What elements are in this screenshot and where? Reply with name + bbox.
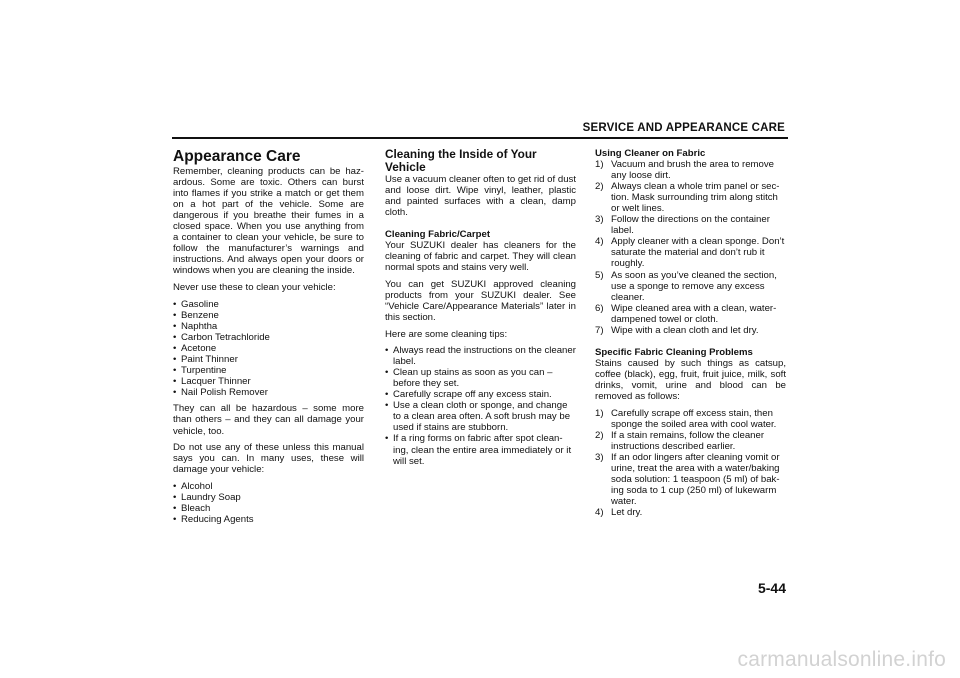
heading-appearance-care: Appearance Care	[173, 148, 301, 165]
list-item: 3) Follow the directions on the container label.	[595, 214, 770, 237]
list-cleaning-tips	[385, 345, 576, 467]
paragraph-hazard: They can all be hazardous – some more than others – and they can all damage your vehicle, too.	[173, 403, 364, 437]
paragraph-intro: Remember, cleaning products can be haz-ardous. Some are toxic. Others can burst into flames if you strike a match or get them on a hot part of the vehicle. Some are dangerous if you breathe their fumes in a closed space. When you use anything from a container to clean your vehicle, be sure to follow the manufacturer’s warnings and instructions. And always open your doors or windows when you are cleaning the inside.	[173, 166, 364, 277]
list-item: • Use a clean cloth or sponge, and change to a clean area often. A soft brush may be used if stains are stubborn.	[385, 400, 576, 433]
list-item: • Clean up stains as soon as you can – before they set.	[385, 367, 576, 389]
column-cleaning-inside	[385, 148, 576, 472]
list-item: • Laundry Soap	[173, 492, 364, 503]
list-item: • Benzene	[173, 310, 364, 321]
list-item: 2) If a stain remains, follow the cleaner instructions described earlier.	[595, 429, 765, 452]
subheading-fabric-carpet: Cleaning Fabric/Carpet	[385, 229, 491, 241]
list-never-use	[173, 299, 364, 398]
list-item: • Naphtha	[173, 321, 364, 332]
list-item: • If a ring forms on fabric after spot clean-ing, clean the entire area immediately or it will set.	[385, 433, 576, 466]
list-item: 1) Vacuum and brush the area to remove any loose dirt.	[595, 159, 775, 182]
section-header: SERVICE AND APPEARANCE CARE	[582, 122, 785, 134]
list-item: • Lacquer Thinner	[173, 376, 364, 387]
list-item: • Carefully scrape off any excess stain.	[385, 389, 576, 400]
list-item: • Gasoline	[173, 299, 364, 310]
list-using-cleaner-steps	[595, 159, 786, 336]
heading-cleaning-inside: Cleaning the Inside of Your Vehicle	[385, 147, 537, 174]
list-item: • Reducing Agents	[173, 514, 364, 525]
list-item: 2) Always clean a whole trim panel or sec-tion. Mask surrounding trim along stitch or welt lines.	[595, 181, 780, 215]
list-item: 4) Let dry.	[595, 506, 643, 518]
column-appearance-care	[173, 148, 364, 530]
list-item: • Always read the instructions on the cleaner label.	[385, 345, 576, 367]
list-item: • Turpentine	[173, 365, 364, 376]
paragraph-vacuum: Use a vacuum cleaner often to get rid of dust and loose dirt. Wipe vinyl, leather, plastic and painted surfaces with a clean, damp cloth.	[385, 174, 576, 219]
list-item: 7) Wipe with a clean cloth and let dry.	[595, 324, 759, 336]
list-item: • Bleach	[173, 503, 364, 514]
paragraph-do-not-use: Do not use any of these unless this manual says you can. In many uses, these will damage your vehicle:	[173, 442, 364, 476]
list-item: • Paint Thinner	[173, 354, 364, 365]
subheading-using-cleaner: Using Cleaner on Fabric	[595, 148, 706, 159]
list-stain-steps	[595, 408, 786, 518]
list-item: • Acetone	[173, 343, 364, 354]
list-item: 4) Apply cleaner with a clean sponge. Don’t saturate the material and don’t rub it roughly.	[595, 236, 785, 270]
paragraph-stains-intro: Stains caused by such things as catsup, coffee (black), egg, fruit, fruit juice, milk, soft drinks, vomit, urine and blood can be removed as follows:	[595, 357, 786, 402]
list-item: • Alcohol	[173, 481, 364, 492]
list-item: 3) If an odor lingers after cleaning vomit or urine, treat the area with a water/baking soda solution: 1 teaspoon (5 ml) of bak-ing soda to 1 cup (250 ml) of lukewarm water.	[595, 451, 780, 507]
paragraph-approved-products: You can get SUZUKI approved cleaning products from your SUZUKI dealer. See “Vehicle Care/Appearance Materials” later in this section.	[385, 278, 576, 324]
paragraph-dealer-cleaners: Your SUZUKI dealer has cleaners for the cleaning of fabric and carpet. They will clean normal spots and stains very well.	[385, 240, 576, 274]
page-number: 5-44	[757, 580, 786, 596]
list-item: 6) Wipe cleaned area with a clean, water-dampened towel or cloth.	[595, 302, 777, 325]
watermark: carmanualsonline.info	[737, 648, 946, 671]
subheading-specific-problems: Specific Fabric Cleaning Problems	[595, 346, 753, 358]
header-rule	[172, 137, 788, 139]
list-item: 5) As soon as you’ve cleaned the section, use a sponge to remove any excess cleaner.	[595, 269, 777, 303]
column-fabric-cleaning	[595, 148, 786, 524]
list-item: • Carbon Tetrachloride	[173, 332, 364, 343]
paragraph-tips-intro: Here are some cleaning tips:	[385, 328, 508, 340]
list-item: • Nail Polish Remover	[173, 387, 364, 398]
paragraph-never-use: Never use these to clean your vehicle:	[173, 281, 336, 293]
list-do-not-use	[173, 481, 364, 525]
list-item: 1) Carefully scrape off excess stain, then sponge the soiled area with cool water.	[595, 407, 777, 430]
